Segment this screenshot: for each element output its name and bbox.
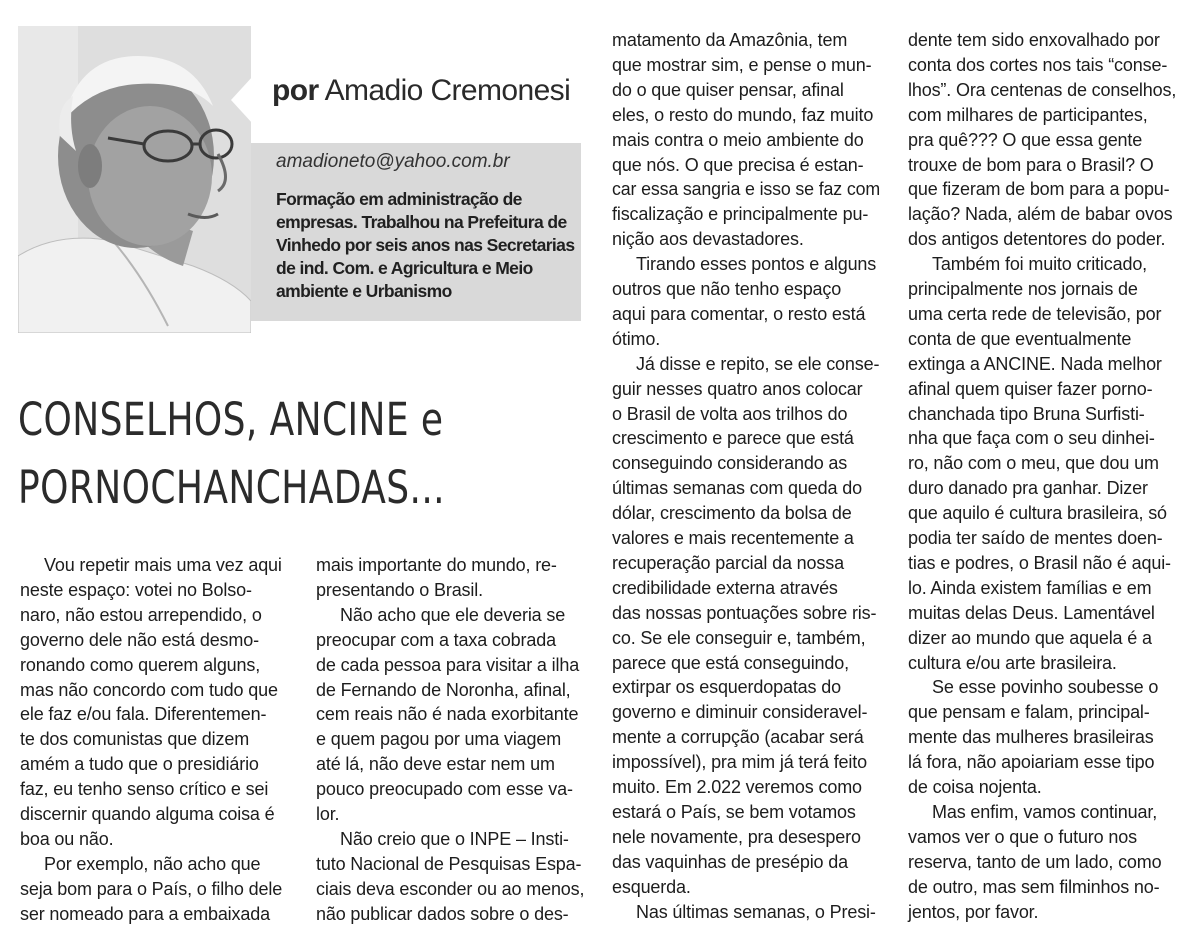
body-text-line: esquerda. <box>612 876 691 897</box>
body-text-line: lo. Ainda existem famílias e em <box>908 577 1152 598</box>
body-text-line: matamento da Amazônia, tem <box>612 30 848 50</box>
body-text-line: ciais deva esconder ou ao menos, <box>316 878 585 899</box>
body-text-line: neste espaço: votei no Bolso- <box>20 579 252 600</box>
body-text-line: mais contra o meio ambiente do <box>612 129 864 150</box>
body-text-line: extinga a ANCINE. Nada melhor <box>908 353 1162 374</box>
body-text-line: conseguindo considerando as <box>612 453 848 474</box>
body-text-line: das vaquinhas de presépio da <box>612 851 848 872</box>
body-text-line: não publicar dados sobre o des- <box>316 903 569 924</box>
body-text-line: mente das mulheres brasileiras <box>908 727 1154 748</box>
body-text-line: conta de que eventualmente <box>908 328 1132 349</box>
body-text-line: Nas últimas semanas, o Presi- <box>636 901 876 922</box>
body-text-line: tuto Nacional de Pesquisas Espa- <box>316 853 582 874</box>
body-text-line: podia ter saído de mentes doen- <box>908 528 1163 548</box>
body-text-line: Já disse e repito, se ele conse- <box>636 353 880 374</box>
body-text-line: trouxe de bom para o Brasil? O <box>908 154 1154 175</box>
body-text-line: de cada pessoa para visitar a ilha <box>316 654 580 675</box>
body-text-line: dólar, crescimento da bolsa de <box>612 503 852 524</box>
body-text-line: Por exemplo, não acho que <box>44 853 261 874</box>
body-text-line: valores e mais recentemente a <box>612 528 854 548</box>
body-text-line: mais importante do mundo, re- <box>316 555 557 575</box>
body-text-line: impossível), pra mim já terá feito <box>612 752 867 773</box>
body-text-line: o Brasil de volta aos trilhos do <box>612 403 848 424</box>
body-text-line: Tirando esses pontos e alguns <box>636 254 877 275</box>
body-text-line: que pensam e falam, principal- <box>908 702 1150 723</box>
body-text-line: muitas delas Deus. Lamentável <box>908 602 1155 623</box>
body-text-line: Não acho que ele deveria se <box>340 604 566 625</box>
body-text-line: afinal quem quiser fazer porno- <box>908 378 1153 399</box>
body-text-line: boa ou não. <box>20 828 114 849</box>
body-text-line: eles, o resto do mundo, faz muito <box>612 104 874 125</box>
body-text-line: credibilidade externa através <box>612 577 838 598</box>
body-text-line: car essa sangria e isso se faz com <box>612 179 881 200</box>
body-text-line: ronando como querem alguns, <box>20 654 261 675</box>
body-text-line: amém a tudo que o presidiário <box>20 754 259 775</box>
body-text-line: conta dos cortes nos tais “conse- <box>908 54 1168 75</box>
body-text-line: Não creio que o INPE – Insti- <box>340 828 569 849</box>
body-text-line: chanchada tipo Bruna Surfisti- <box>908 403 1145 424</box>
body-text-line: crescimento e parece que está <box>612 428 854 449</box>
body-text-line: discernir quando alguma coisa é <box>20 804 275 824</box>
body-text-line: governo dele não está desmo- <box>20 629 259 650</box>
body-text-line: aqui para comentar, o resto está <box>612 303 866 324</box>
bio-line: de ind. Com. e Agricultura e Meio <box>276 258 533 278</box>
body-text-line: governo e diminuir consideravel- <box>612 702 868 723</box>
body-text-line: parece que está conseguindo, <box>612 652 849 673</box>
body-text-line: lor. <box>316 804 340 824</box>
body-text-line: de coisa nojenta. <box>908 777 1042 797</box>
body-text-line: últimas semanas com queda do <box>612 478 862 499</box>
body-text-line: te dos comunistas que dizem <box>20 729 250 750</box>
body-text-line: que aquilo é cultura brasileira, só <box>908 503 1167 524</box>
byline <box>272 74 570 108</box>
body-text-line: mente a corrupção (acabar será <box>612 727 864 748</box>
body-text-line: reserva, tanto de um lado, como <box>908 851 1162 872</box>
photo-pointer-arrow <box>231 76 253 124</box>
body-text-line: faz, eu tenho senso crítico e sei <box>20 779 269 800</box>
body-text-line: mas não concordo com tudo que <box>20 679 278 700</box>
body-text-line: extirpar os esquerdopatas do <box>612 677 841 698</box>
body-text-line: dente tem sido enxovalhado por <box>908 30 1160 50</box>
body-text-line: uma certa rede de televisão, por <box>908 303 1162 324</box>
body-text-line: naro, não estou arrependido, o <box>20 604 262 625</box>
body-text-line: preocupar com a taxa cobrada <box>316 629 556 650</box>
bio-line: ambiente e Urbanismo <box>276 281 452 301</box>
body-text-line: muito. Em 2.022 veremos como <box>612 777 862 797</box>
body-text-line: até lá, não deve estar nem um <box>316 754 555 775</box>
byline-prefix: por <box>272 74 319 107</box>
body-text-line: duro danado pra ganhar. Dizer <box>908 478 1148 499</box>
body-text-line: fiscalização e principalmente pu- <box>612 204 869 225</box>
author-bio <box>276 188 576 303</box>
body-text-line: jentos, por favor. <box>908 901 1039 922</box>
body-text-line: recuperação parcial da nossa <box>612 552 844 573</box>
bio-line: Formação em administração de <box>276 189 522 209</box>
body-text-line: co. Se ele conseguir e, também, <box>612 627 866 648</box>
body-text-line: lhos”. Ora centenas de conselhos, <box>908 79 1177 100</box>
body-text-line: dizer ao mundo que aquela é a <box>908 627 1152 648</box>
body-text-line: pra quê??? O que essa gente <box>908 129 1143 150</box>
body-text-line: nha que faça com o seu dinhei- <box>908 428 1155 449</box>
body-text-line: vamos ver o que o futuro nos <box>908 826 1137 847</box>
body-text-line: com milhares de participantes, <box>908 104 1148 125</box>
body-text-line: principalmente nos jornais de <box>908 279 1138 299</box>
body-text-line: que nós. O que precisa é estan- <box>612 154 864 175</box>
body-text-line: lação? Nada, além de babar ovos <box>908 204 1173 225</box>
body-text-line: das nossas pontuações sobre ris- <box>612 602 877 623</box>
body-text-line: de outro, mas sem filminhos no- <box>908 876 1160 897</box>
body-text-line: que mostrar sim, e pense o mun- <box>612 54 872 75</box>
body-text-line: lá fora, não apoiariam esse tipo <box>908 752 1155 773</box>
body-text-line: nele novamente, pra desespero <box>612 826 861 847</box>
author-portrait-icon <box>18 26 251 333</box>
body-text-line: ser nomeado para a embaixada <box>20 903 270 924</box>
body-text-line: pouco preocupado com esse va- <box>316 779 573 800</box>
body-text-line: de Fernando de Noronha, afinal, <box>316 679 571 700</box>
body-text-line: guir nesses quatro anos colocar <box>612 378 863 399</box>
body-text-line: seja bom para o País, o filho dele <box>20 878 283 899</box>
body-text-line: cem reais não é nada exorbitante <box>316 704 579 725</box>
body-text-line: Vou repetir mais uma vez aqui <box>44 555 282 575</box>
body-text-line: Se esse povinho soubesse o <box>932 677 1159 698</box>
body-text-line: presentando o Brasil. <box>316 579 483 600</box>
body-text-line: do o que quiser pensar, afinal <box>612 79 844 100</box>
bio-line: Vinhedo por seis anos nas Secretarias <box>276 235 575 255</box>
body-text-line: ótimo. <box>612 328 661 349</box>
body-text-line: tias e podres, o Brasil não é aqui- <box>908 552 1171 573</box>
bio-line: empresas. Trabalhou na Prefeitura de <box>276 212 567 232</box>
article-headline <box>18 386 445 522</box>
body-text-line: e quem pagou por uma viagem <box>316 729 562 750</box>
body-text-line: outros que não tenho espaço <box>612 279 842 299</box>
body-text-line: Também foi muito criticado, <box>932 254 1148 275</box>
headline-line: CONSELHOS, ANCINE e <box>18 393 444 446</box>
headline-line: PORNOCHANCHADAS... <box>18 461 446 514</box>
body-text-line: Mas enfim, vamos continuar, <box>932 801 1158 822</box>
body-text-line: dos antigos detentores do poder. <box>908 229 1166 250</box>
author-email[interactable]: amadioneto@yahoo.com.br <box>276 151 510 172</box>
body-text-line: cultura e/ou arte brasileira. <box>908 652 1117 673</box>
body-text-line: estará o País, se bem votamos <box>612 801 856 822</box>
author-name: Amadio Cremonesi <box>324 74 571 107</box>
body-text-line: que fizeram de bom para a popu- <box>908 179 1170 200</box>
body-text-line: ro, não com o meu, que dou um <box>908 453 1159 474</box>
body-text-line: ele faz e/ou fala. Diferentemen- <box>20 704 267 725</box>
author-photo <box>18 26 251 333</box>
body-text-line: nição aos devastadores. <box>612 229 804 250</box>
